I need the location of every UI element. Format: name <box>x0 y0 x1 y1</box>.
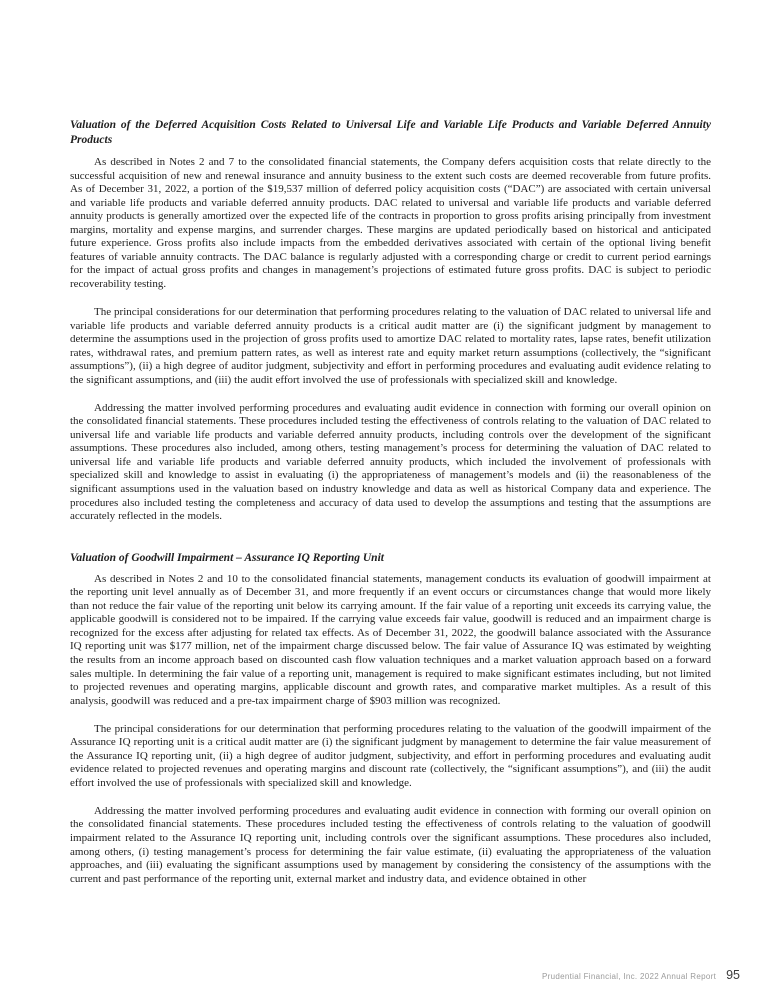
page-content <box>70 118 711 886</box>
paragraph-dac-principal-considerations: The principal considerations for our determination that performing procedures relating to the valuation of DAC related to universal life and variable life products and variable deferred annuity products is a critical audit matter are (i) the significant judgment by management to determine the assumptions used in the projection of gross profits used to amortize DAC related to mortality rates, lapse rates, benefit utilization rates, withdrawal rates, and premium pattern rates, as well as interest rate and equity market return assumptions (collectively, the “significant assumptions”), (ii) a high degree of auditor judgment, subjectivity and effort in performing procedures and evaluating audit evidence relating to the significant assumptions, and (iii) the audit effort involved the use of professionals with specialized skill and knowledge. <box>70 305 711 386</box>
paragraph-goodwill-description: As described in Notes 2 and 10 to the consolidated financial statements, management conducts its evaluation of goodwill impairment at the reporting unit level annually as of December 31, and more frequently if an event occurs or circumstances change that would more likely than not reduce the fair value of the reporting unit below its carrying amount. If the fair value of a reporting unit exceeds its carrying value, the applicable goodwill is considered not to be impaired. If the carrying value exceeds fair value, goodwill is reduced and an impairment charge is recognized for the excess after adjusting for related tax effects. As of December 31, 2022, the goodwill balance associated with the Assurance IQ reporting unit was $177 million, net of the impairment charge discussed below. The fair value of Assurance IQ was estimated by weighting the results from an income approach based on discounted cash flow valuation techniques and a market valuation approach based on a forward sales multiple. In determining the fair value of a reporting unit, management is required to make significant estimates including, but not limited to projected revenues and operating margins, applicable discount and growth rates, and comparative market multiples. As a result of this analysis, goodwill was reduced and a pre-tax impairment charge of $903 million was recognized. <box>70 572 711 707</box>
footer-report-name: Prudential Financial, Inc. 2022 Annual Report <box>542 972 717 981</box>
paragraph-goodwill-addressing-matter: Addressing the matter involved performing procedures and evaluating audit evidence in connection with forming our overall opinion on the consolidated financial statements. These procedures included testing the effectiveness of controls relating to the valuation of goodwill impairment related to the Assurance IQ reporting unit, including controls over the significant assumptions. These procedures also included, among others, (i) testing management’s process for determining the fair value estimate, (ii) evaluating the appropriateness of the valuation approaches, and (iii) evaluating the significant assumptions used by management by considering the consistency of the assumptions with the current and past performance of the reporting unit, external market and industry data, and evidence obtained in other <box>70 804 711 885</box>
section-heading-dac-valuation: Valuation of the Deferred Acquisition Costs Related to Universal Life and Variable Life Products and Variable Deferred Annuity Products <box>70 119 711 146</box>
footer <box>542 968 740 982</box>
section-heading-goodwill-impairment: Valuation of Goodwill Impairment – Assurance IQ Reporting Unit <box>70 551 384 564</box>
paragraph-goodwill-principal-considerations: The principal considerations for our determination that performing procedures relating to the valuation of the goodwill impairment of the Assurance IQ reporting unit is a critical audit matter are (i) the significant judgment by management to determine the fair value measurement of the Assurance IQ reporting unit, (ii) a high degree of auditor judgment, subjectivity, and effort in performing procedures and evaluating audit evidence related to projected revenues and operating margins and discount rate (collectively, the “significant assumptions”), and (iii) the audit effort involved the use of professionals with specialized skill and knowledge. <box>70 722 711 789</box>
footer-page-number: 95 <box>726 968 740 982</box>
paragraph-dac-addressing-matter: Addressing the matter involved performing procedures and evaluating audit evidence in connection with forming our overall opinion on the consolidated financial statements. These procedures included testing the effectiveness of controls relating to the valuation of DAC related to universal life and variable life products and variable deferred annuity products, including controls over the development of the significant assumptions. These procedures also included, among others, testing management’s process for determining the valuation of DAC related to universal life and variable life products and variable deferred annuity products, which included the involvement of professionals with specialized skill and knowledge to assist in evaluating (i) the appropriateness of management’s models and (ii) the reasonableness of the significant assumptions used in the valuation based on industry knowledge and data as well as historical Company data and experience. The procedures also included testing the completeness and accuracy of data used to develop the assumptions and testing that the assumptions are accurately reflected in the models. <box>70 401 711 523</box>
paragraph-dac-description: As described in Notes 2 and 7 to the consolidated financial statements, the Company defers acquisition costs that relate directly to the successful acquisition of new and renewal insurance and annuity business to the extent such costs are deemed recoverable from future profits. As of December 31, 2022, a portion of the $19,537 million of deferred policy acquisition costs (“DAC”) are associated with certain universal and variable life products and variable deferred annuity products. DAC related to universal and variable life products and variable deferred annuity products is generally amortized over the expected life of the contracts in proportion to gross profits arising principally from investment margins, mortality and expense margins, and surrender charges. These margins are updated periodically based on historical and anticipated future experience. Gross profits also include impacts from the embedded derivatives associated with certain of the optional living benefit features of variable annuity contracts. The DAC balance is regularly adjusted with a corresponding charge or credit to current period earnings for the impact of actual gross profits and changes in management’s projections of estimated future gross profits. DAC is subject to periodic recoverability testing. <box>70 156 711 290</box>
